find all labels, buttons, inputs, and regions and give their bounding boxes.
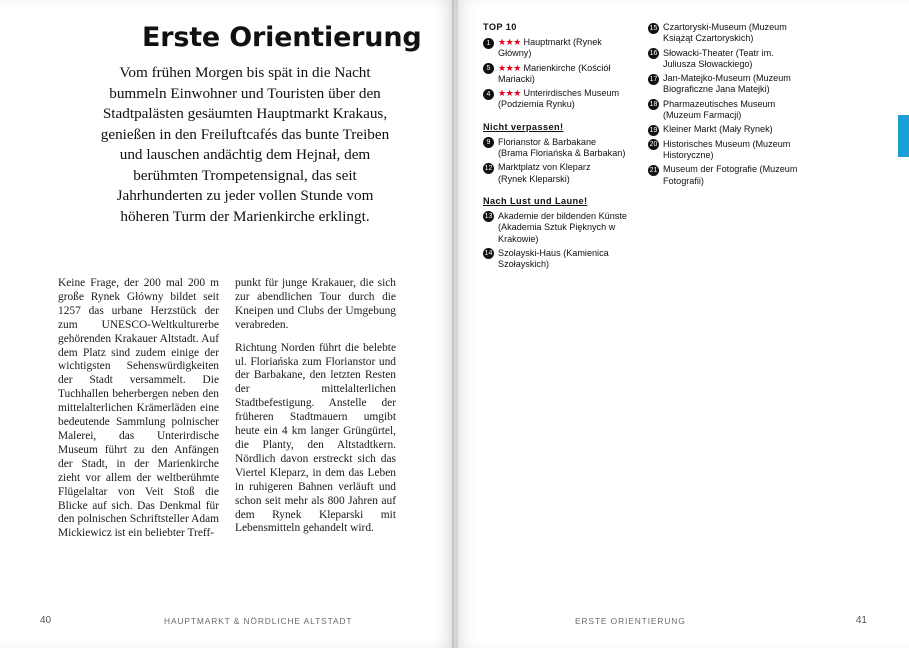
list-item[interactable] (483, 211, 628, 245)
list-item[interactable] (648, 73, 808, 96)
section-heading-nach-lust: Nach Lust und Laune! (483, 195, 588, 206)
poi-subtitle: (Podziemia Rynku) (498, 99, 575, 110)
list-item[interactable] (483, 137, 628, 160)
poi-name: Akademie der bildenden Künste (498, 210, 627, 221)
poi-name: Kleiner Markt (Mały Rynek) (663, 124, 773, 135)
list-item[interactable] (483, 248, 628, 271)
section-heading-top10: TOP 10 (483, 22, 517, 32)
body-column-2 (235, 277, 396, 577)
poi-column-left (483, 22, 628, 281)
poi-name: Hauptmarkt (Rynek Główny) (498, 37, 602, 59)
poi-name: Szolayski-Haus (Kamienica Szołayskich) (498, 247, 609, 270)
list-item[interactable] (483, 88, 628, 111)
poi-name: Museum der Fotografie (Muzeum Fotografii) (663, 164, 798, 186)
list-item[interactable] (648, 164, 808, 187)
body-column-1: Keine Frage, der 200 mal 200 m große Rynek Główny bildet seit 1257 das urbane Herzstück der zum UNESCO-Weltkulturerbe gehörenden Krakauer Altstadt. Auf dem Platz sind zudem einige der wichtigsten Sehenswürdigkeiten der Stadt versammelt. Die Tuchhallen beherbergen neben den mittelalterlichen Krämerläden eine bedeutende Sammlung polnischer Malerei, das Unterirdische Museum führt zu den Anfängen der Stadt, in der Marienkirche zieht vor allem der weltberühmte Flügelaltar von Veit Stoß die Blicke auf sich. Das Denkmal für den polnischen Schriftsteller Adam Mickiewicz ist ein beliebter Treff- (58, 277, 219, 540)
list-item[interactable] (648, 48, 808, 71)
poi-number-badge: 16 (649, 50, 658, 58)
list-item[interactable] (483, 37, 628, 60)
poi-name: Historisches Museum (Muzeum Historyczne) (663, 138, 791, 160)
poi-name: Pharmazeutisches Museum (Muzeum Farmacji) (663, 98, 776, 121)
body-columns (58, 277, 396, 577)
poi-list-top10 (483, 37, 628, 111)
folio-left: 40 (40, 615, 52, 626)
poi-number-badge: 20 (649, 141, 658, 149)
list-item[interactable] (648, 124, 808, 135)
list-item[interactable] (648, 99, 808, 122)
poi-name: Jan-Matejko-Museum (Muzeum Biograficzne Jana Matejki) (663, 73, 791, 95)
poi-name: Słowacki-Theater (Teatr im. Juliusza Słowackiego) (663, 47, 774, 69)
poi-number-badge: 9 (483, 137, 494, 148)
poi-number-badge: 17 (649, 75, 658, 83)
poi-list-continued (648, 22, 808, 187)
rating-stars: ★★★ (498, 62, 521, 73)
running-head-left: HAUPTMARKT & NÖRDLICHE ALTSTADT (164, 616, 353, 626)
body-column-2-para-2: Richtung Norden führt die belebte ul. Floriańska zum Florianstor und der Barbakane, den letzten Resten der mittelalterlichen Stadtbefestigung. Anstelle der früheren Stadtmauern umgibt heute ein 4 km langer Grüngürtel, die Planty, den Altstadtkern. Nördlich davon erstreckt sich das Viertel Kleparz, in dem das Leben in ruhigeren Bahnen verläuft und schon seit mehr als 800 Jahren auf dem Rynek Kleparski mit Lebensmitteln gehandelt wird. (235, 341, 396, 535)
poi-name: Florianstor & Barbakane (498, 136, 597, 147)
poi-number-badge: 19 (649, 126, 658, 134)
running-head-right: ERSTE ORIENTIERUNG (575, 616, 686, 626)
poi-number-badge: 12 (484, 164, 493, 172)
poi-column-right (648, 22, 808, 198)
poi-number-badge: 21 (649, 166, 658, 174)
chapter-tab-marker (898, 115, 909, 157)
poi-subtitle: (Rynek Kleparski) (498, 173, 570, 184)
poi-subtitle: (Akademia Sztuk Pięknych w Krakowie) (498, 222, 616, 244)
list-item[interactable] (648, 139, 808, 162)
section-heading-nicht-verpassen: Nicht verpassen! (483, 121, 564, 132)
poi-name: Unterirdisches Museum (523, 88, 620, 99)
poi-number-badge: 15 (649, 24, 658, 32)
page-title: Erste Orientierung (142, 22, 422, 53)
poi-list-nicht-verpassen (483, 137, 628, 185)
poi-name: Marktplatz von Kleparz (498, 162, 591, 173)
poi-number-badge: 5 (483, 63, 494, 74)
poi-subtitle: (Brama Floriańska & Barbakan) (498, 148, 626, 159)
poi-number-badge: 18 (649, 101, 658, 109)
list-item[interactable] (483, 63, 628, 86)
right-page (455, 0, 909, 648)
poi-number-badge: 13 (484, 213, 493, 221)
body-column-2-para-1: punkt für junge Krakauer, die sich zur abendlichen Tour durch die Kneipen und Clubs der Umgebung verabreden. (235, 277, 396, 331)
intro-paragraph: Vom frühen Morgen bis spät in die Nacht bummeln Einwohner und Touristen über den Stadtpalästen gesäumten Hauptmarkt Krakaus, genießen in den Freiluftcafés das bunte Treiben und lauschen andächtig dem Hejnał, dem berühmten Trompetensignal, das seit Jahrhunderten zu jeder vollen Stunde vom höheren Turm der Marienkirche erklingt. (100, 64, 390, 225)
folio-right: 41 (855, 615, 867, 626)
list-item[interactable] (648, 22, 808, 45)
poi-number-badge: 14 (484, 250, 493, 258)
book-gutter (452, 0, 458, 648)
poi-name: Czartoryski-Museum (Muzeum Książąt Czartoryskich) (663, 22, 787, 44)
poi-list-nach-lust (483, 211, 628, 270)
poi-number-badge: 1 (483, 38, 494, 49)
rating-stars: ★★★ (498, 88, 521, 99)
poi-number-badge: 4 (483, 89, 494, 100)
rating-stars: ★★★ (498, 37, 521, 47)
list-item[interactable] (483, 162, 628, 185)
poi-name: Marienkirche (Kościół Mariacki) (498, 62, 611, 84)
